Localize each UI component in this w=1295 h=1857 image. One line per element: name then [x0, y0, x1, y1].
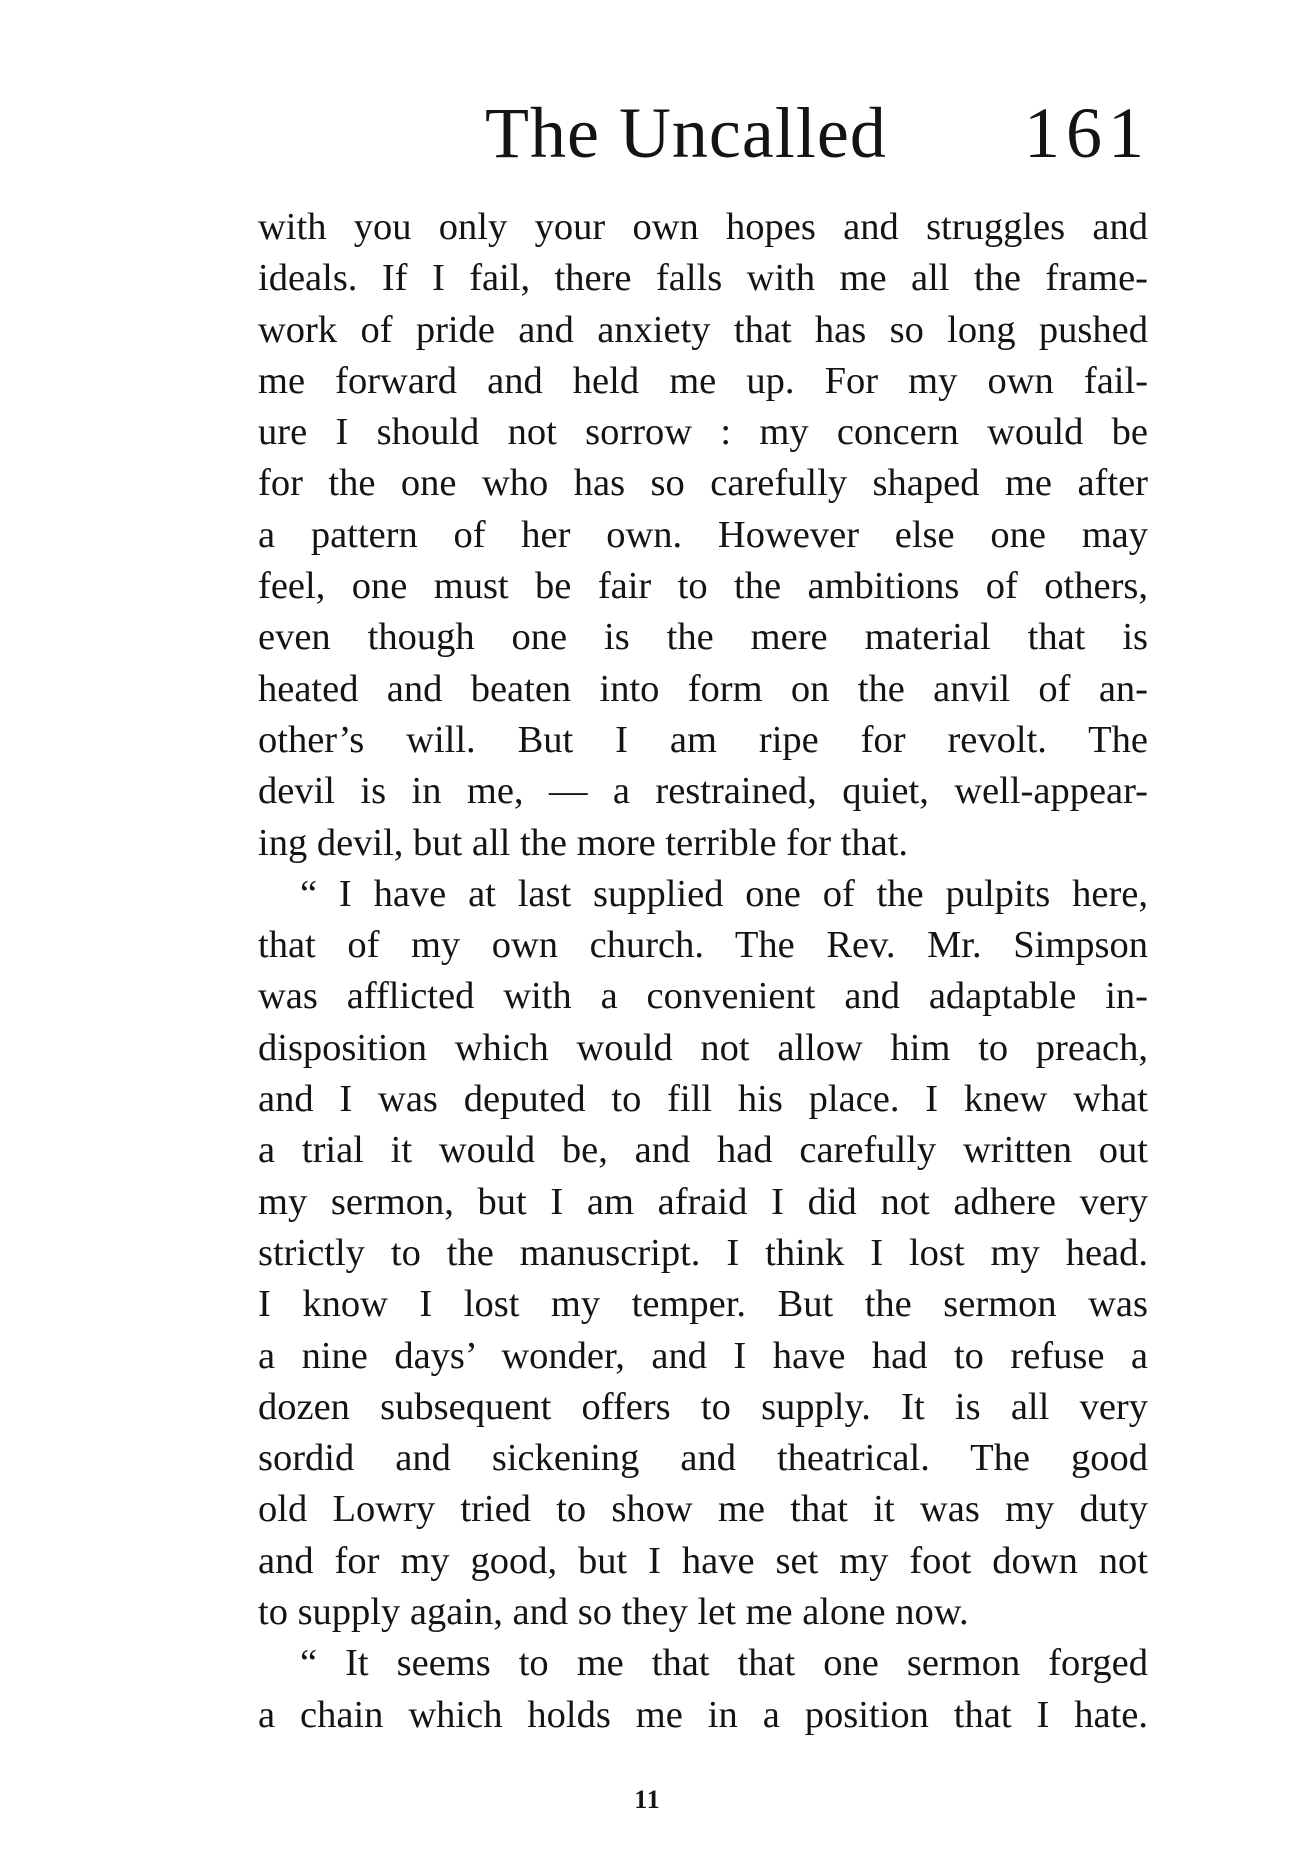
- text-line: old Lowry tried to show me that it was my duty: [258, 1488, 1148, 1531]
- text-line: dozen subsequent offers to supply. It is all very: [258, 1385, 1148, 1428]
- text-line: sordid and sickening and theatrical. The good: [258, 1437, 1148, 1480]
- text-line: me forward and held me up. For my own fail-: [258, 359, 1148, 402]
- text-line: that of my own church. The Rev. Mr. Simpson: [258, 924, 1148, 967]
- text-line: for the one who has so carefully shaped me after: [258, 462, 1148, 505]
- text-line: feel, one must be fair to the ambitions of others,: [258, 565, 1148, 608]
- text-line: with you only your own hopes and struggles and: [258, 206, 1148, 248]
- text-line: a pattern of her own. However else one may: [258, 513, 1148, 556]
- text-line: “ I have at last supplied one of the pulpits here,: [300, 872, 1148, 915]
- text-line: I know I lost my temper. But the sermon was: [258, 1283, 1148, 1326]
- text-line: disposition which would not allow him to preach,: [258, 1026, 1148, 1069]
- text-line: heated and beaten into form on the anvil of an-: [258, 667, 1148, 710]
- text-line: devil is in me, — a restrained, quiet, well-appear-: [258, 770, 1148, 813]
- signature-mark: 11: [634, 1785, 661, 1814]
- text-line: and for my good, but I have set my foot down not: [258, 1539, 1148, 1582]
- text-line: other’s will. But I am ripe for revolt. The: [258, 718, 1148, 761]
- text-line: a chain which holds me in a position that I hate.: [258, 1693, 1148, 1736]
- running-title: The Uncalled: [485, 93, 887, 173]
- text-line: ing devil, but all the more terrible for that.: [258, 821, 909, 864]
- text-line: even though one is the mere material that is: [258, 616, 1148, 659]
- text-line: and I was deputed to fill his place. I knew what: [258, 1078, 1148, 1121]
- text-line: to supply again, and so they let me alone now.: [258, 1591, 969, 1634]
- text-line: was afflicted with a convenient and adaptable in-: [258, 975, 1148, 1018]
- text-line: ure I should not sorrow : my concern would be: [258, 411, 1148, 454]
- body-text: [258, 202, 1148, 1741]
- text-line: a trial it would be, and had carefully written out: [258, 1129, 1148, 1172]
- text-line: “ It seems to me that that one sermon forged: [300, 1642, 1148, 1685]
- text-line: work of pride and anxiety that has so long pushed: [258, 308, 1148, 351]
- page-number: 161: [1024, 93, 1150, 173]
- text-line: ideals. If I fail, there falls with me all the frame-: [258, 257, 1148, 300]
- text-line: strictly to the manuscript. I think I lost my head.: [258, 1231, 1148, 1274]
- text-line: my sermon, but I am afraid I did not adhere very: [258, 1180, 1148, 1223]
- running-head: [485, 88, 1150, 178]
- text-line: a nine days’ wonder, and I have had to refuse a: [258, 1334, 1148, 1377]
